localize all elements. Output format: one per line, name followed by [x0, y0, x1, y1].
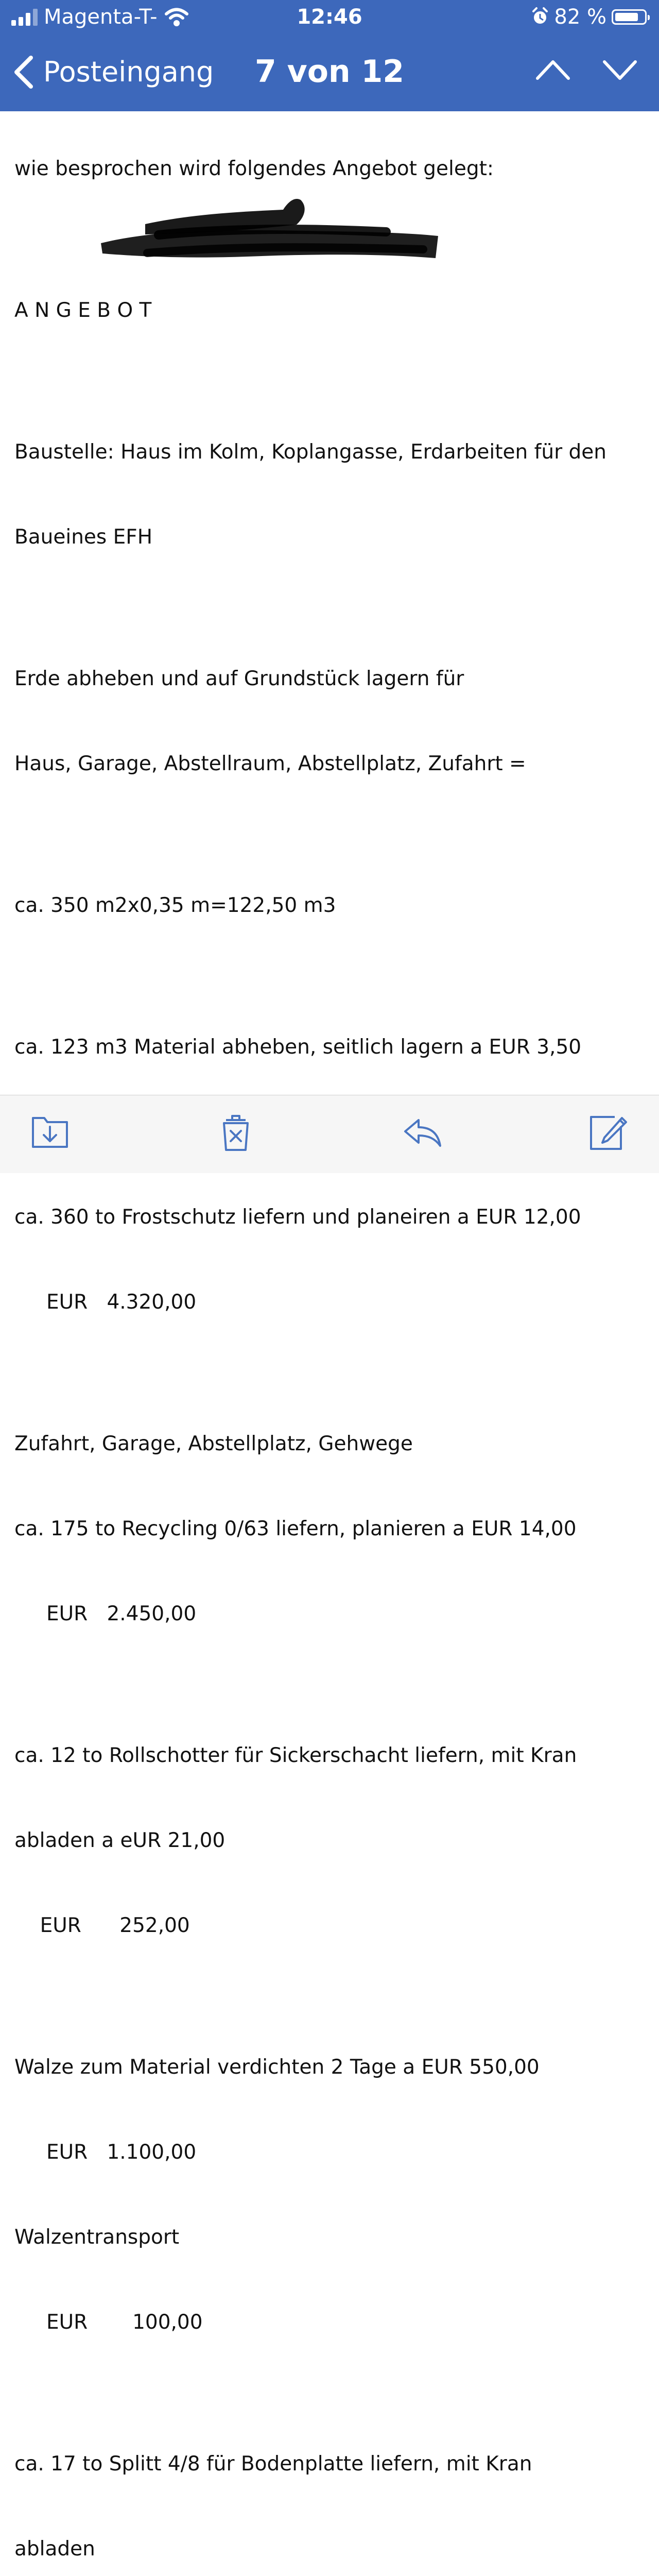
email-line: EUR 2.450,00: [14, 1602, 197, 1625]
move-to-folder-button[interactable]: [29, 1111, 71, 1153]
compose-button[interactable]: [587, 1111, 629, 1153]
battery-icon: [612, 9, 647, 25]
back-label: Posteingang: [43, 56, 214, 88]
battery-fill: [615, 13, 638, 21]
reply-icon: [401, 1111, 443, 1153]
email-line: abladen: [14, 2537, 95, 2561]
email-line: ca. 17 to Splitt 4/8 für Bodenplatte liefern, mit Kran: [14, 2452, 532, 2476]
email-line: abladen a eUR 21,00: [14, 1829, 226, 1852]
message-navigation: [534, 58, 638, 82]
email-line: Baustelle: Haus im Kolm, Koplangasse, Erdarbeiten für den: [14, 440, 606, 464]
next-message-button[interactable]: [601, 58, 638, 82]
email-line: EUR 1.100,00: [14, 2141, 197, 2164]
trash-icon: [215, 1111, 257, 1153]
status-time: 12:46: [297, 5, 362, 29]
alarm-icon: [531, 7, 549, 27]
email-line: ca. 175 to Recycling 0/63 liefern, planieren a EUR 14,00: [14, 1517, 577, 1540]
email-line: wie besprochen wird folgendes Angebot gelegt:: [14, 157, 494, 180]
email-line: Erde abheben und auf Grundstück lagern für: [14, 667, 464, 690]
bottom-toolbar: [0, 1095, 659, 1173]
chevron-up-icon: [534, 58, 571, 82]
email-line: ca. 360 to Frostschutz liefern und planeiren a EUR 12,00: [14, 1206, 581, 1229]
email-line: Walze zum Material verdichten 2 Tage a EUR 550,00: [14, 2056, 540, 2079]
email-line: A N G E B O T: [14, 299, 152, 322]
redaction-mark: [98, 196, 441, 266]
email-line: Zufahrt, Garage, Abstellplatz, Gehwege: [14, 1432, 413, 1455]
mail-navigation-bar: [0, 34, 659, 111]
battery-percentage: 82 %: [554, 5, 606, 29]
email-line: Haus, Garage, Abstellraum, Abstellplatz, Zufahrt =: [14, 752, 526, 775]
archive-icon: [29, 1111, 71, 1153]
email-line: EUR 4.320,00: [14, 1291, 197, 1314]
previous-message-button[interactable]: [534, 58, 571, 82]
compose-icon: [587, 1111, 629, 1153]
email-body: [0, 98, 659, 2576]
email-line: ca. 350 m2x0,35 m=122,50 m3: [14, 894, 336, 917]
carrier-name: Magenta-T-: [44, 5, 158, 29]
delete-message-button[interactable]: [215, 1111, 257, 1153]
email-line: Walzentransport: [14, 2226, 180, 2249]
battery-status: [531, 5, 647, 29]
email-line: ca. 123 m3 Material abheben, seitlich lagern a EUR 3,50: [14, 1036, 582, 1059]
email-line: EUR 252,00: [14, 1914, 190, 1937]
email-line: Baueines EFH: [14, 526, 153, 549]
status-bar: [0, 0, 659, 34]
email-content[interactable]: [0, 98, 659, 2561]
email-line: EUR 100,00: [14, 2311, 203, 2334]
message-position: 7 von 12: [254, 54, 405, 90]
chevron-down-icon: [601, 58, 638, 82]
reply-button[interactable]: [401, 1111, 443, 1153]
email-line: ca. 12 to Rollschotter für Sickerschacht liefern, mit Kran: [14, 1744, 577, 1767]
